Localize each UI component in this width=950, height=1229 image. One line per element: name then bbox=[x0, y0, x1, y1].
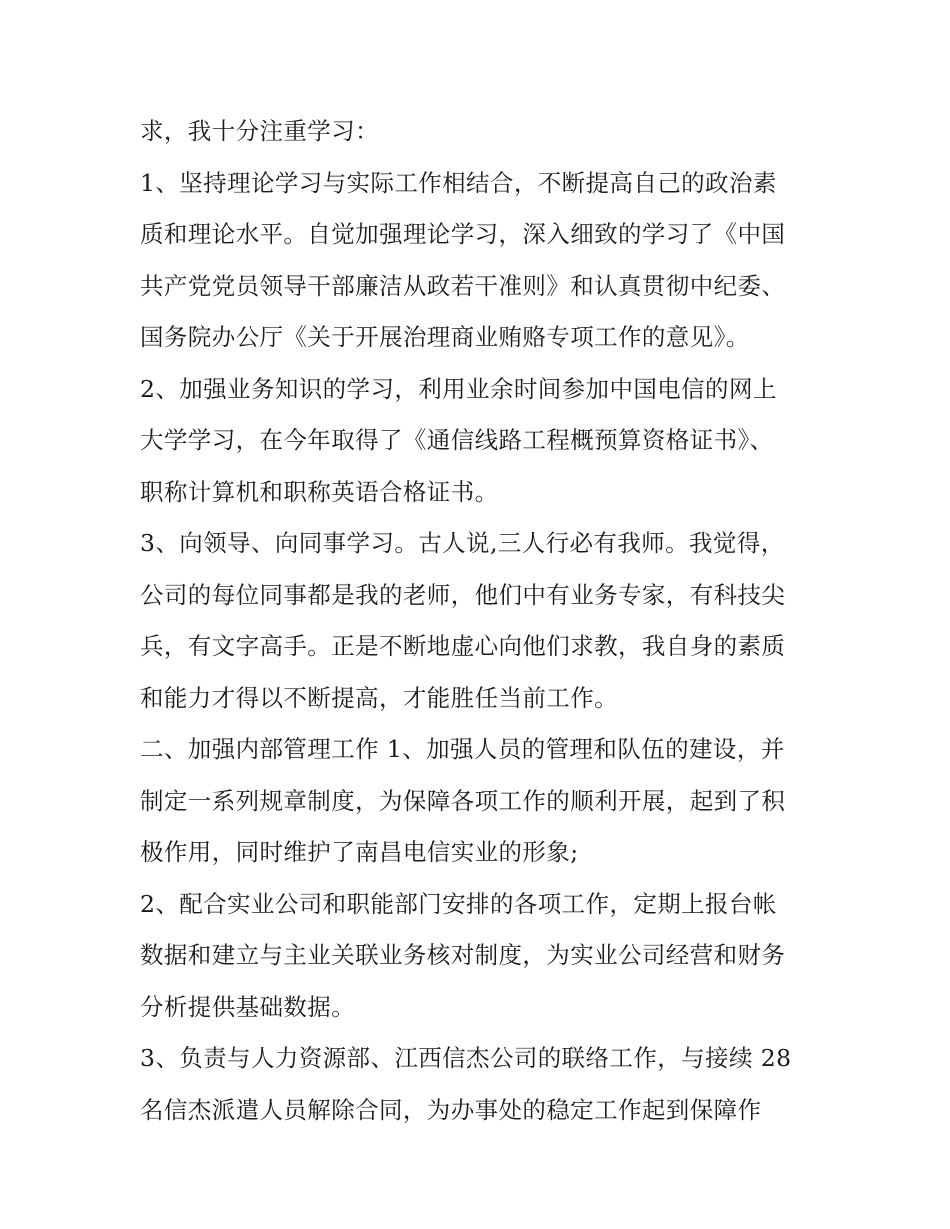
text-line: 求，我十分注重学习： bbox=[140, 117, 379, 145]
text-line: 二、加强内部管理工作 1、加强人员的管理和队伍的建设，并 bbox=[140, 735, 785, 763]
text-line: 兵，有文字高手。正是不断地虚心向他们求教，我自身的素质 bbox=[140, 632, 786, 660]
text-line: 2、配合实业公司和职能部门安排的各项工作，定期上报台帐 bbox=[140, 889, 777, 918]
text-line: 名信杰派遣人员解除合同，为办事处的稳定工作起到保障作 bbox=[140, 1095, 762, 1124]
text-line: 和能力才得以不断提高，才能胜任当前工作。 bbox=[140, 683, 618, 712]
text-line: 2、加强业务知识的学习，利用业余时间参加中国电信的网上 bbox=[140, 374, 777, 403]
text-line: 国务院办公厅《关于开展治理商业贿赂专项工作的意见》。 bbox=[140, 323, 750, 351]
text-line: 共产党党员领导干部廉洁从政若干准则》和认真贯彻中纪委、 bbox=[140, 271, 786, 300]
text-line: 1、坚持理论学习与实际工作相结合，不断提高自己的政治素 bbox=[140, 168, 777, 197]
text-line: 数据和建立与主业关联业务核对制度，为实业公司经营和财务 bbox=[140, 941, 786, 969]
text-line: 极作用，同时维护了南昌电信实业的形象; bbox=[140, 838, 579, 866]
text-line: 制定一系列规章制度，为保障各项工作的顺利开展，起到了积 bbox=[140, 786, 786, 815]
text-line: 分析提供基础数据。 bbox=[140, 992, 356, 1021]
text-line: 职称计算机和职称英语合格证书。 bbox=[140, 477, 499, 506]
text-line: 质和理论水平。自觉加强理论学习，深入细致的学习了《中国 bbox=[140, 220, 786, 248]
text-line: 3、向领导、向同事学习。古人说,三人行必有我师。我觉得， bbox=[140, 529, 785, 557]
document-body bbox=[140, 106, 820, 1136]
text-line: 公司的每位同事都是我的老师，他们中有业务专家，有科技尖 bbox=[140, 580, 786, 609]
text-line: 大学学习，在今年取得了《通信线路工程概预算资格证书》、 bbox=[140, 426, 774, 454]
text-line: 3、负责与人力资源部、江西信杰公司的联络工作，与接续 28 bbox=[140, 1044, 792, 1072]
